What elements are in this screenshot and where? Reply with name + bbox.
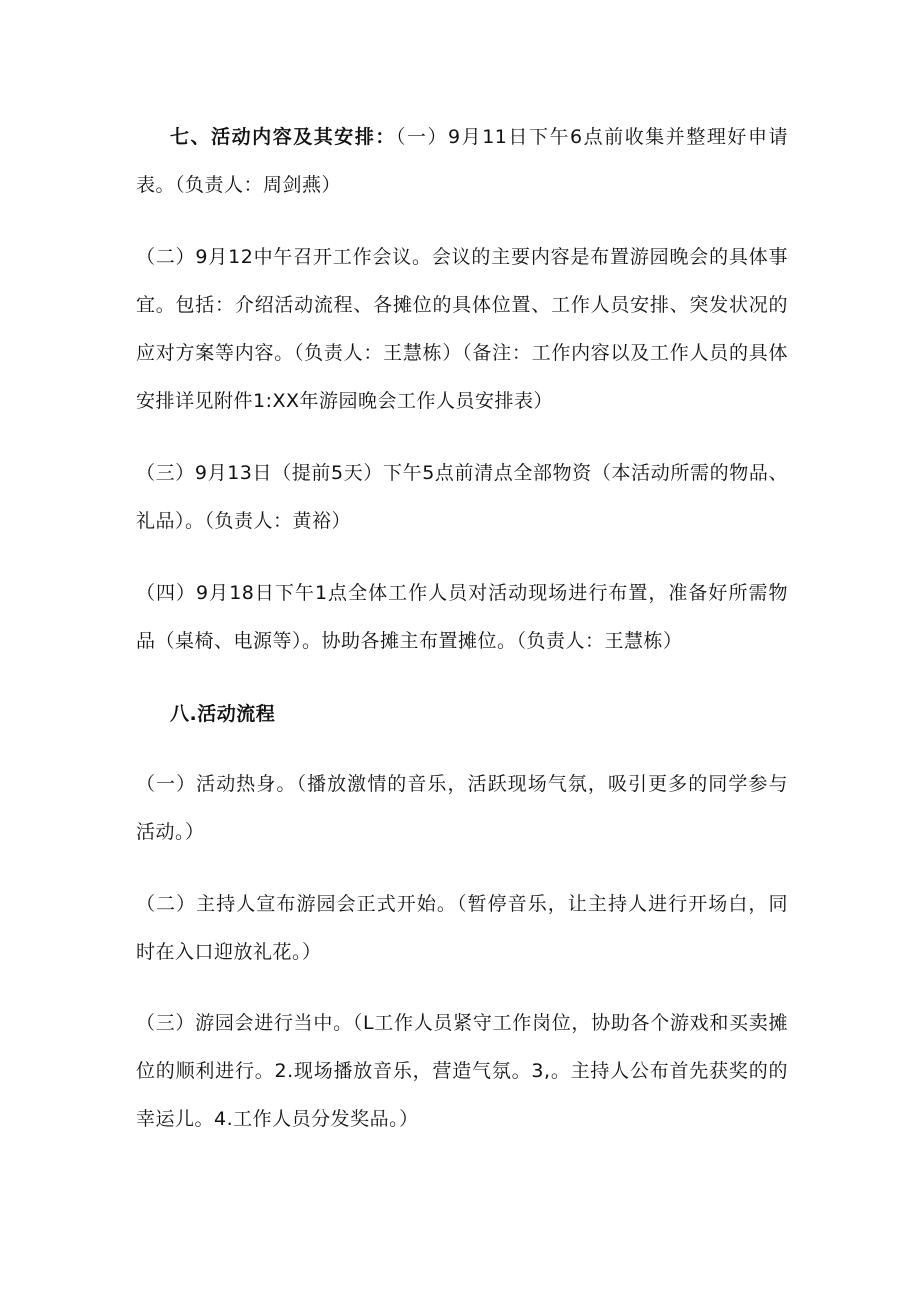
section7-item-3: （三）9月13日（提前5天）下午5点前清点全部物资（本活动所需的物品、礼品）。（负责人：黄裕）	[136, 462, 788, 532]
section7-item-4: （四）9月18日下午1点全体工作人员对活动现场进行布置，准备好所需物品（桌椅、电源等）。协助各摊主布置摊位。（负责人：王慧栋）	[136, 582, 788, 652]
section8-item-2: （二）主持人宣布游园会正式开始。（暂停音乐，让主持人进行开场白，同时在入口迎放礼花。）	[136, 893, 788, 963]
section8-item-3: （三）游园会进行当中。（L工作人员紧守工作岗位，协助各个游戏和买卖摊位的顺利进行。2.现场播放音乐，营造气氛。3,。主持人公布首先获奖的的幸运儿。4.工作人员分发奖品。）	[136, 1012, 788, 1130]
section8-item-1: （一）活动热身。（播放激情的音乐，活跃现场气氛，吸引更多的同学参与活动。）	[136, 773, 788, 843]
section8-heading: 八.活动流程	[170, 703, 276, 725]
section7-item-2: （二）9月12中午召开工作会议。会议的主要内容是布置游园晚会的具体事宜。包括：介绍活动流程、各摊位的具体位置、工作人员安排、突发状况的应对方案等内容。（负责人：王慧栋）（备注：工作内容以及工作人员的具体安排详见附件1:XX年游园晚会工作人员安排表）	[136, 246, 788, 412]
section7-heading: 七、活动内容及其安排：	[170, 126, 396, 148]
section7-paragraph-1	[136, 113, 788, 209]
section7-item-1: （一）9月11日下午6点前收集并整理好申请表。（负责人：周剑燕）	[136, 126, 788, 196]
